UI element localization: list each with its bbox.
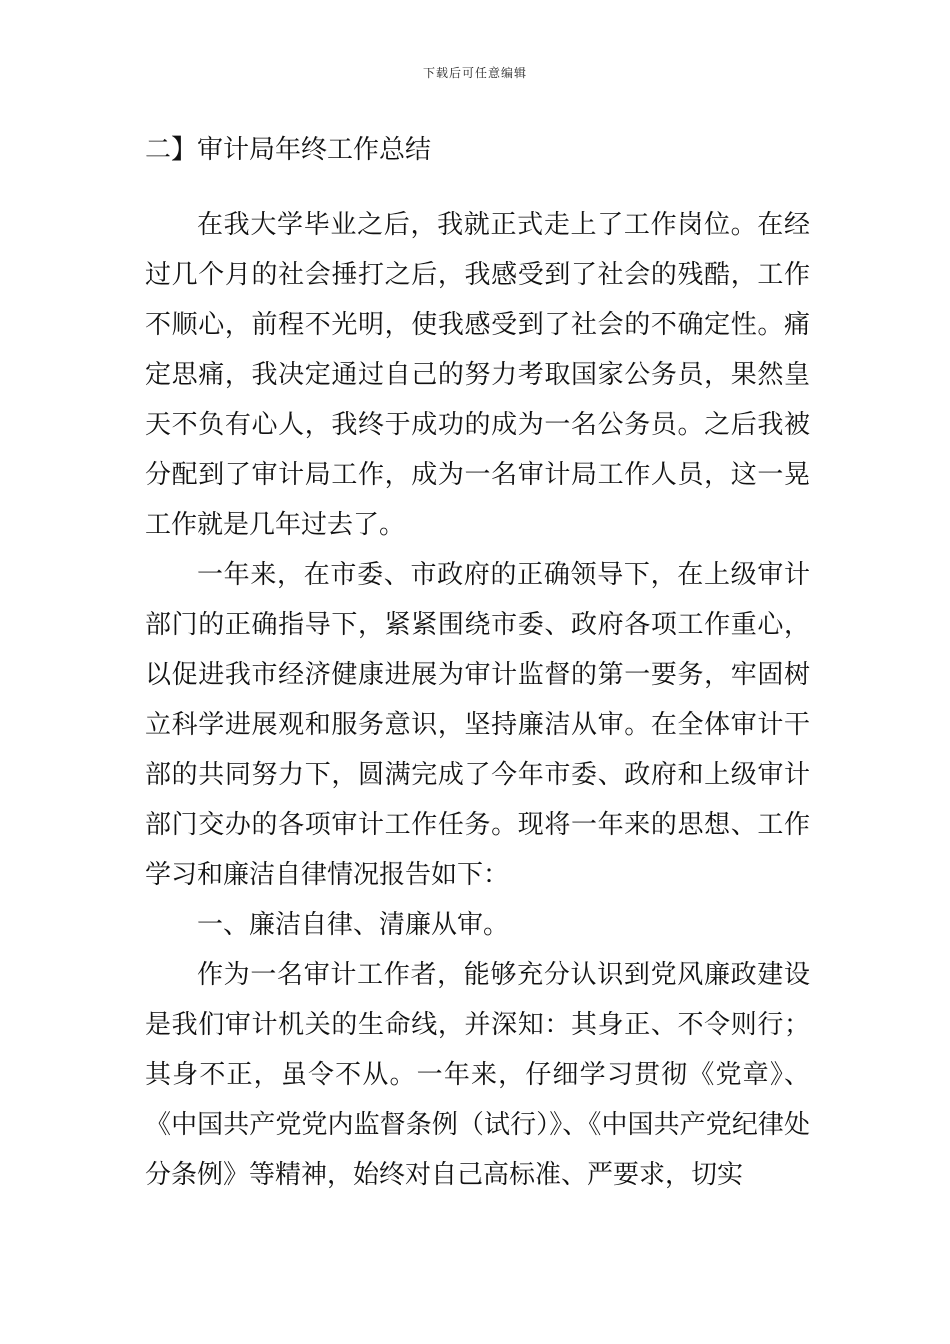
- paragraph-1: 在我大学毕业之后，我就正式走上了工作岗位。在经过几个月的社会捶打之后，我感受到了社会的残酷，工作不顺心，前程不光明，使我感受到了社会的不确定性。痛定思痛，我决定通过自己的努力考取国家公务员，果然皇天不负有心人，我终于成功的成为一名公务员。之后我被分配到了审计局工作，成为一名审计局工作人员，这一晃工作就是几年过去了。: [145, 210, 810, 540]
- header-note: 下载后可任意编辑: [422, 66, 527, 80]
- paragraph-3: 作为一名审计工作者，能够充分认识到党风廉政建设是我们审计机关的生命线，并深知：其身正、不令则行；其身不正，虽令不从。一年来，仔细学习贯彻《党章》、《中国共产党党内监督条例（试行）》、《中国共产党纪律处分条例》等精神，始终对自己高标准、严要求，切实: [145, 960, 810, 1190]
- section-heading-1: 一、廉洁自律、清廉从审。: [197, 910, 510, 940]
- document-body: [145, 200, 810, 1200]
- document-title: 二】审计局年终工作总结: [145, 135, 432, 165]
- paragraph-2: 一年来，在市委、市政府的正确领导下，在上级审计部门的正确指导下，紧紧围绕市委、政府各项工作重心，以促进我市经济健康进展为审计监督的第一要务，牢固树立科学进展观和服务意识，坚持廉洁从审。在全体审计干部的共同努力下，圆满完成了今年市委、政府和上级审计部门交办的各项审计工作任务。现将一年来的思想、工作学习和廉洁自律情况报告如下：: [145, 560, 810, 890]
